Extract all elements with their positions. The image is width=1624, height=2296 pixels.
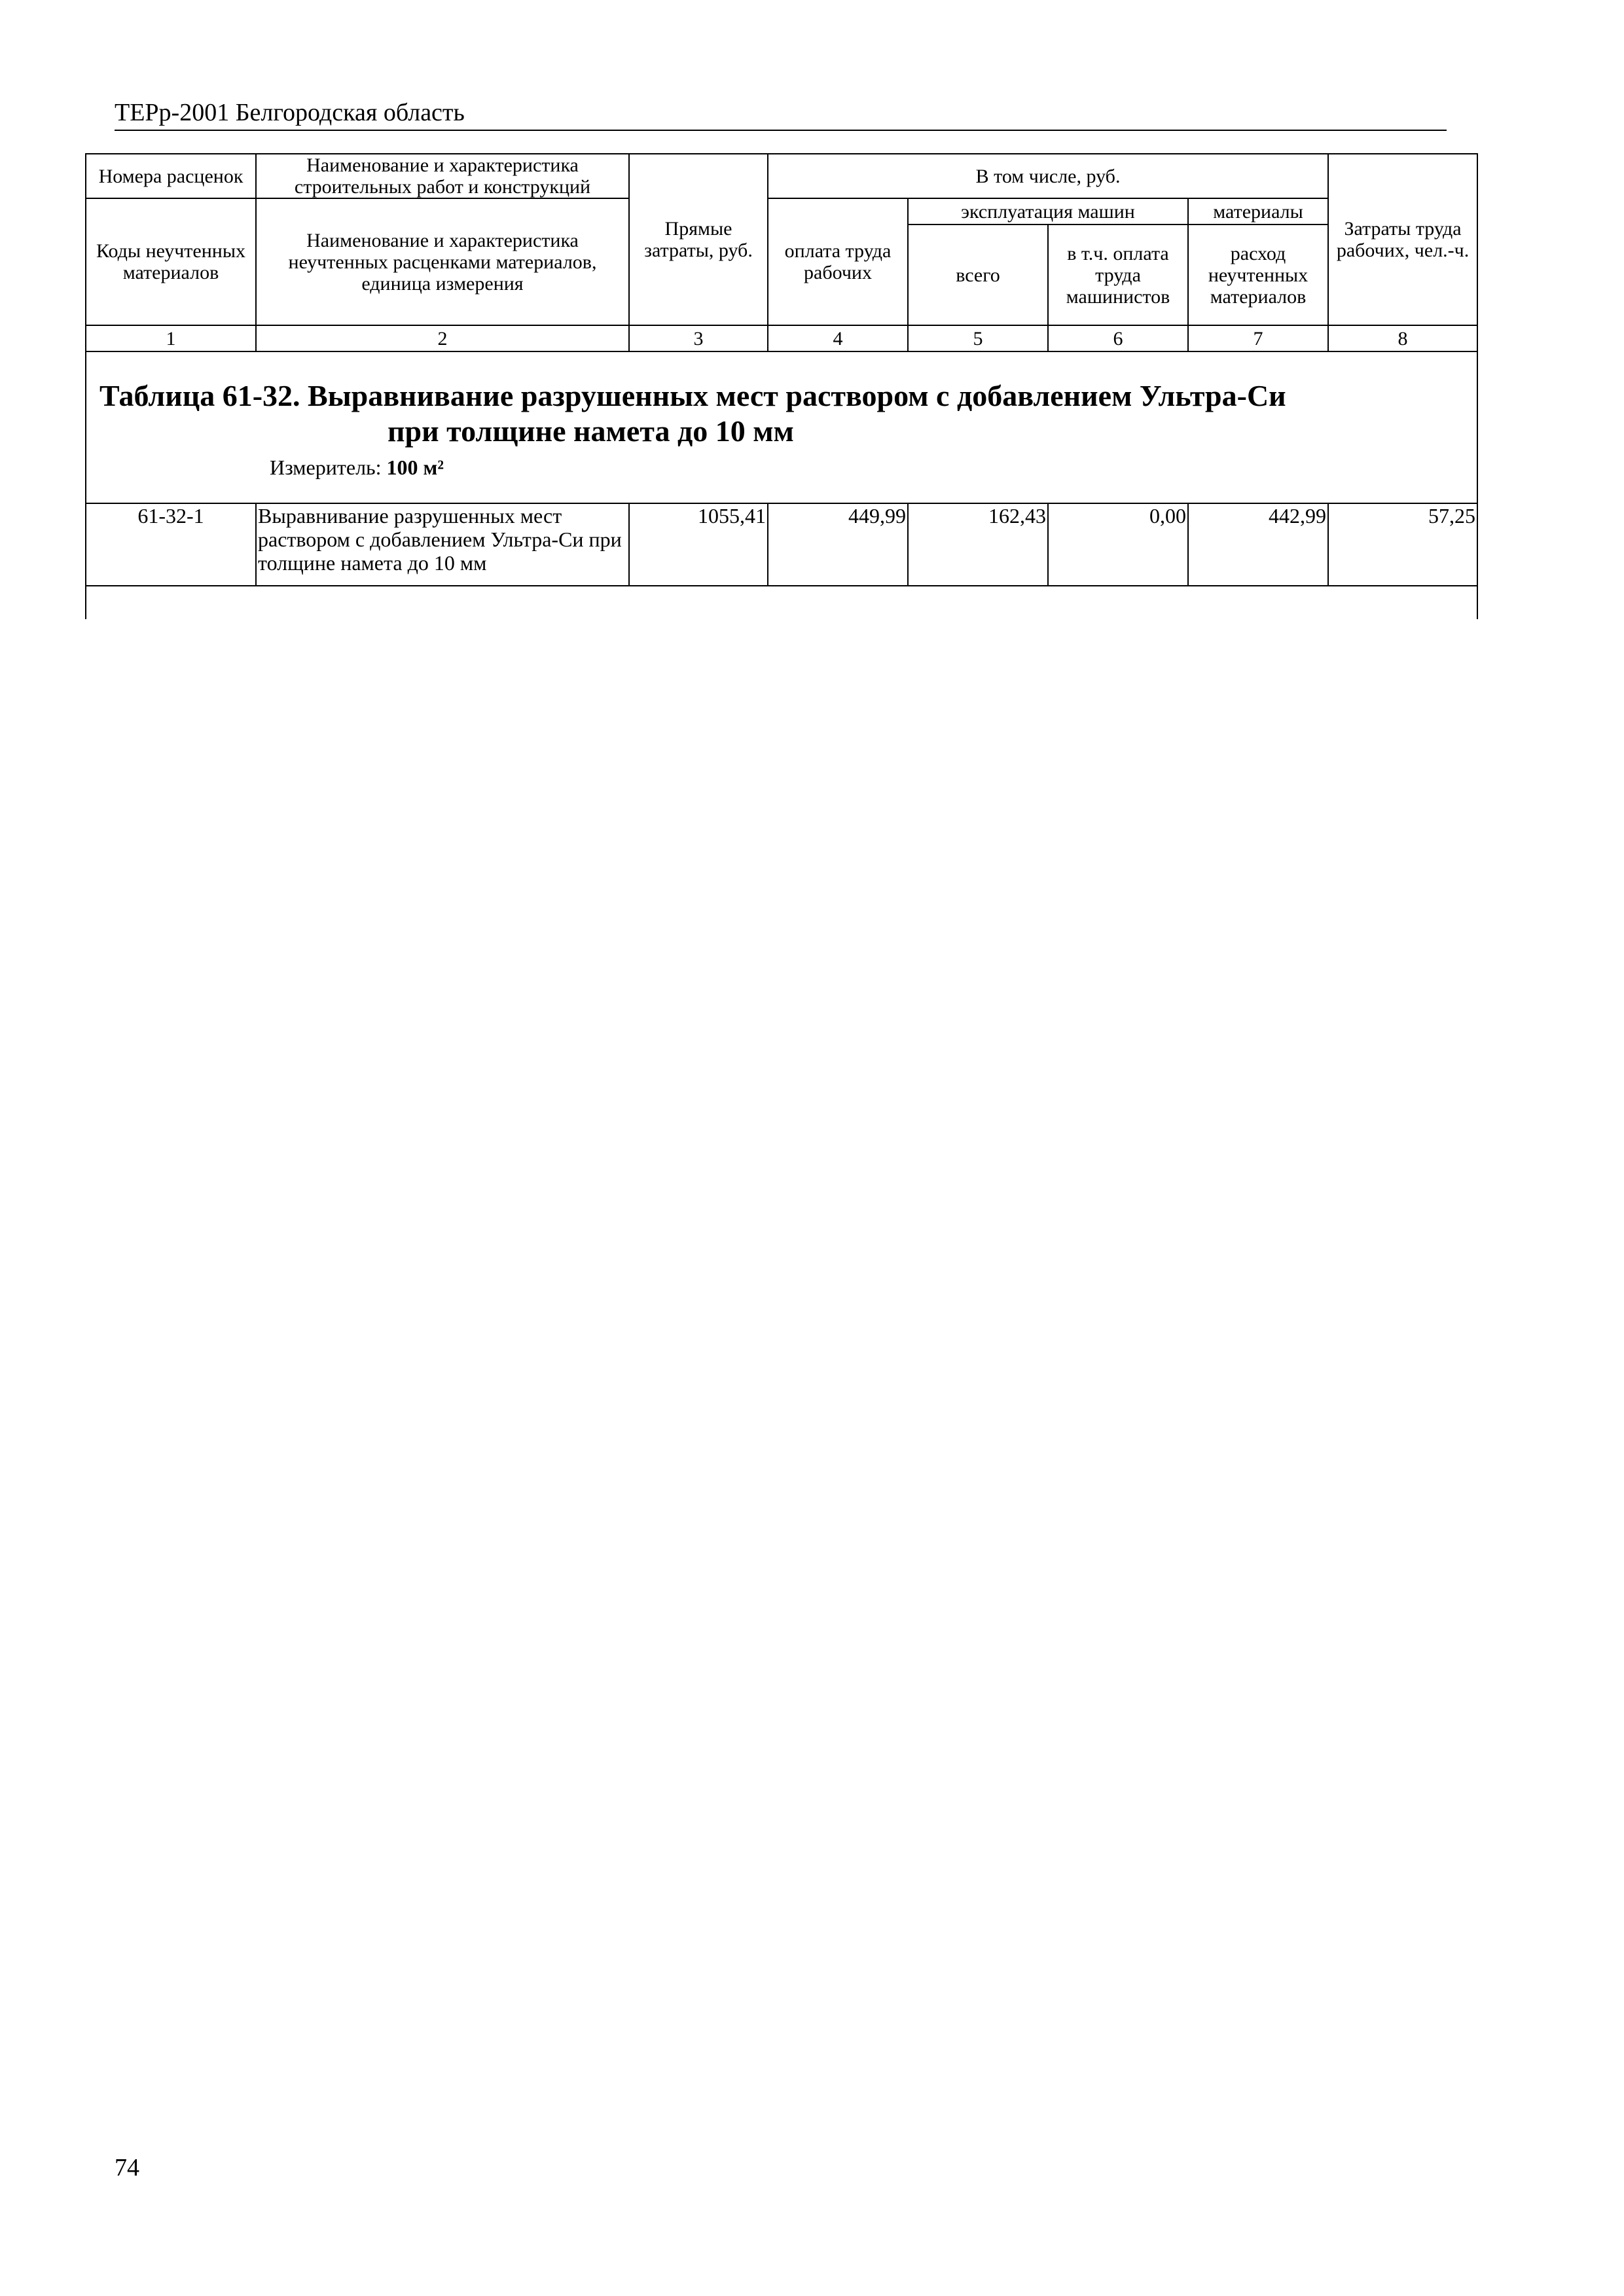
column-number: 3 [629, 325, 768, 351]
machines-total: 162,43 [908, 503, 1048, 586]
table-continuation [86, 586, 1477, 619]
section-title-cell [86, 351, 1477, 503]
column-number: 7 [1188, 325, 1328, 351]
head-machines-total: всего [908, 224, 1048, 325]
table-row [86, 503, 1477, 586]
head-machine-operation: эксплуатация машин [908, 198, 1188, 224]
labor-pay: 449,99 [768, 503, 908, 586]
materials-cost: 442,99 [1188, 503, 1328, 586]
head-including: В том числе, руб. [768, 154, 1328, 198]
header-divider [115, 130, 1447, 131]
machinists-pay: 0,00 [1048, 503, 1188, 586]
head-direct-costs: Прямые затраты, руб. [629, 154, 768, 325]
rate-name: Выравнивание разрушенных мест раствором с добавлением Ультра-Си при толщине намета до 10 мм [256, 503, 629, 586]
head-material-codes: Коды неучтенных материалов [86, 198, 256, 325]
head-materials: материалы [1188, 198, 1328, 224]
measure-value: 100 м² [386, 456, 444, 479]
column-number: 1 [86, 325, 256, 351]
column-number: 2 [256, 325, 629, 351]
document-header: ТЕРр-2001 Белгородская область [115, 99, 465, 126]
column-number: 6 [1048, 325, 1188, 351]
section-title-line: Таблица 61-32. Выравнивание разрушенных мест раствором с добавлением Ультра-Си [99, 379, 1286, 412]
measure-unit [86, 449, 1477, 483]
column-number: 4 [768, 325, 908, 351]
head-work-description: Наименование и характеристика строительных работ и конструкций [256, 154, 629, 198]
head-labor-pay: оплата труда рабочих [768, 198, 908, 325]
labor-hours: 57,25 [1328, 503, 1477, 586]
head-labor-hours: Затраты труда рабочих, чел.-ч. [1328, 154, 1477, 325]
section-title [86, 352, 1477, 449]
rate-code: 61-32-1 [86, 503, 256, 586]
column-number: 5 [908, 325, 1048, 351]
empty-continuation-cell [86, 586, 1477, 619]
head-machinists-pay: в т.ч. оплата труда машинистов [1048, 224, 1188, 325]
direct-cost: 1055,41 [629, 503, 768, 586]
head-material-description: Наименование и характеристика неучтенных расценками материалов, единица измерения [256, 198, 629, 325]
measure-label: Измеритель: [270, 456, 382, 479]
head-rate-numbers: Номера расценок [86, 154, 256, 198]
section-title-line: при толщине намета до 10 мм [388, 414, 794, 448]
rates-table [85, 153, 1478, 619]
page-number: 74 [115, 2154, 139, 2181]
head-unaccounted-materials: расход неучтенных материалов [1188, 224, 1328, 325]
column-number: 8 [1328, 325, 1477, 351]
